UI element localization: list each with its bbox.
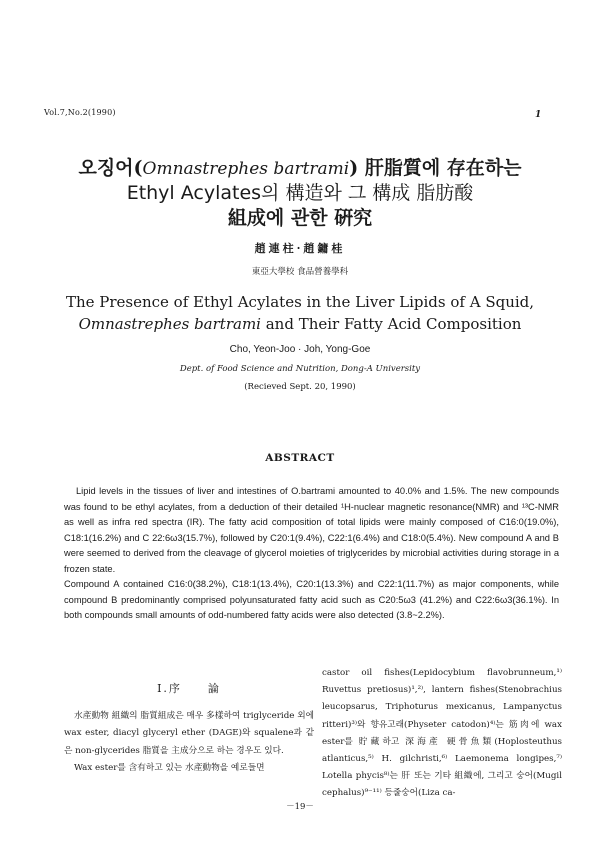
journal-reference: Vol.7,No.2(1990) [44, 108, 116, 117]
korean-title-line-1 [0, 157, 600, 180]
english-authors: Cho, Yeon-Joo · Joh, Yong-Goe [229, 344, 371, 355]
left-column [64, 670, 314, 777]
korean-authors: 趙連柱·趙鏞桂 [254, 242, 346, 255]
page-number: 1 [535, 110, 542, 120]
english-title-post: and Their Fatty Acid Composition [260, 315, 522, 333]
intro-paragraph-1: 水產動物 組織의 脂質組成은 매우 多樣하여 triglyceride 외에 wax ester, diacyl glyceryl ether (DAGE)와 squalene과 같은 non-glycerides 脂質을 主成分으로 하는 경우도 있다. [64, 711, 314, 756]
abstract-paragraph-1: Lipid levels in the tissues of liver and intestines of O.bartrami amounted to 40.0% and 1.5%. The new compounds was found to be ethyl acylates, from a deduction of their detailed ¹H-nuclear magnetic resonance(NMR) and ¹³C-NMR as well as infra red spectra (IR). The fatty acid composition of total lipids were mainly composed of C16:0(19.0%), C18:1(16.2%) and C 22:6ω3(15.7%), followed by C20:1(9.4%), C22:1(6.4%) and C18:0(5.4%). New compound A and B were seemed to derived from the cleavage of glycerol moieties of triglycerides by microbial activities during storage in a frozen state. [64, 486, 559, 574]
english-title-line-2 [0, 314, 600, 334]
korean-title-line-3: 組成에 관한 硏究 [227, 207, 373, 229]
korean-title-species: Omnastrephes bartrami [142, 159, 350, 179]
section-heading-introduction: Ⅰ.序 論 [157, 682, 221, 695]
english-department: Dept. of Food Science and Nutrition, Dong-A University [179, 364, 421, 374]
korean-title-line-2: Ethyl Acylates의 構造와 그 構成 脂肪酸 [126, 182, 474, 204]
received-date: (Recieved Sept. 20, 1990) [244, 382, 356, 392]
abstract-paragraph-2: Compound A contained C16:0(38.2%), C18:1(13.4%), C20:1(13.3%) and C22:1(11.7%) as major components, while compound B predominantly comprised polyunsaturated fatty acid such as C20:5ω3 (41.2%) and C22:6ω3(36.1%). In both compounds small amounts of odd-numbered fatty acids were also detected (3.8~2.2%). [64, 579, 559, 620]
abstract-heading: ABSTRACT [265, 452, 335, 464]
abstract-body [64, 484, 559, 624]
korean-affiliation: 東亞大學校 食品營養學科 [251, 267, 349, 277]
english-title-species: Omnastrephes bartrami [78, 315, 261, 333]
page-folio: －19－ [286, 802, 314, 812]
korean-title-post: ) 肝脂質에 存在하는 [349, 157, 522, 179]
korean-title-pre: 오징어( [78, 157, 143, 179]
english-title-line-1: The Presence of Ethyl Acylates in the Liver Lipids of A Squid, [65, 293, 535, 311]
right-column-text: castor oil fishes(Lepidocybium flavobrunneum,¹⁾ Ruvettus pretiosus)¹,²⁾, lantern fishes(Stenobrachius leucopsarus, Triphoturus mexicanus, Lampanyctus ritteri)³⁾와 향유고래(Physeter catodon)⁴⁾는 筋肉에 wax ester를 貯藏하고 深海產 硬骨魚類(Hoplosteuthus atlanticus,⁵⁾ H. gilchristi,⁶⁾ Laemonema longipes,⁷⁾ Lotella phycis⁸⁾는 肝 또는 기타 組織에, 그리고 숭어(Mugil cephalus)⁹⁻¹¹⁾ 등줄숭어(Liza ca- [322, 668, 562, 799]
right-column [322, 665, 562, 803]
intro-paragraph-2: Wax ester를 含有하고 있는 水產動物을 예로들면 [74, 762, 265, 773]
